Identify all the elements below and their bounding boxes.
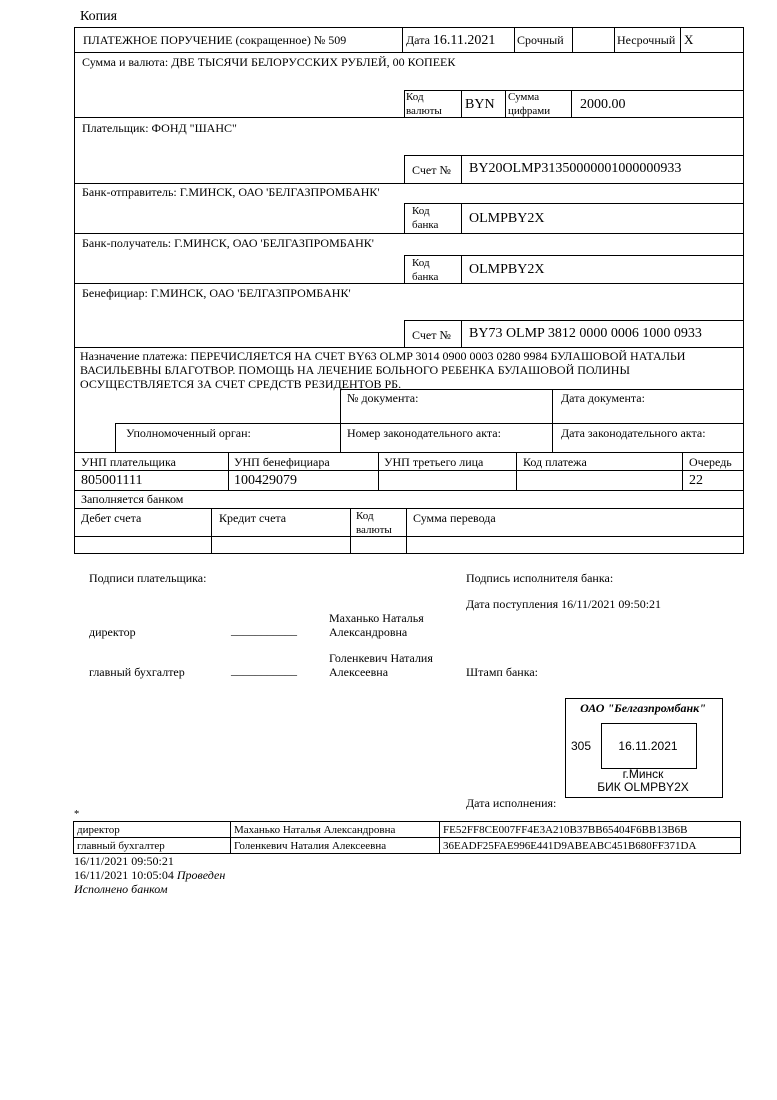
- currency-code-label-line2: валюты: [406, 105, 442, 117]
- date-value: 16.11.2021: [432, 33, 496, 48]
- sig-name: Маханько Наталья Александровна: [231, 822, 440, 838]
- sender-bank-label: Банк-отправитель:: [82, 185, 177, 199]
- payer-account-label: Счет №: [412, 163, 451, 177]
- form-title-text: ПЛАТЕЖНОЕ ПОРУЧЕНИЕ (сокращенное) №: [83, 33, 326, 47]
- receiver-bank-code-label-line1: Код: [412, 257, 430, 269]
- currency-code-label-line1: Код: [406, 91, 424, 103]
- act-date-label: Дата законодательного акта:: [561, 426, 706, 440]
- footer-line-2: [74, 868, 225, 883]
- purpose-text-3: ОСУЩЕСТВЛЯЕТСЯ ЗА СЧЕТ СРЕДСТВ РЕЗИДЕНТОВ РБ.: [80, 377, 402, 391]
- director-label: директор: [89, 625, 136, 639]
- accountant-name-line1: Голенкевич Наталия: [329, 651, 433, 665]
- queue-label: Очередь: [689, 455, 732, 469]
- director-sign-line: ___________: [231, 623, 297, 637]
- credit-label: Кредит счета: [219, 511, 287, 525]
- third-unp-label: УНП третьего лица: [384, 455, 484, 469]
- amount-words: ДВЕ ТЫСЯЧИ БЕЛОРУССКИХ РУБЛЕЙ, 00 КОПЕЕК: [171, 55, 456, 69]
- nonurgent-mark: X: [684, 32, 694, 47]
- accountant-sign-line: ___________: [231, 663, 297, 677]
- amount-digits-label-line2: цифрами: [508, 105, 551, 117]
- pay-code-label: Код платежа: [523, 455, 587, 469]
- purpose-text-1: ПЕРЕЧИСЛЯЕТСЯ НА СЧЕТ BY63 OLMP 3014 0900 0003 0280 9984 БУЛАШОВОЙ НАТАЛЬИ: [190, 349, 686, 363]
- stamp-number: 305: [571, 739, 592, 753]
- amount-words-row: [82, 55, 455, 70]
- bank-currency-label-line1: Код: [356, 510, 374, 522]
- receipt-date: Дата поступления 16/11/2021 09:50:21: [466, 597, 662, 611]
- amount-digits-label-line1: Сумма: [508, 91, 540, 103]
- copy-label: Копия: [80, 9, 118, 24]
- benef-unp-label: УНП бенефициара: [234, 455, 330, 469]
- currency-value: BYN: [465, 97, 495, 112]
- table-row: [74, 838, 741, 854]
- urgent-label: Срочный: [517, 33, 564, 47]
- receiver-bank-code-label: [412, 258, 438, 283]
- sender-bank-name: Г.МИНСК, ОАО 'БЕЛГАЗПРОМБАНК': [179, 185, 380, 199]
- transfer-sum-label: Сумма перевода: [413, 511, 496, 525]
- sig-name: Голенкевич Наталия Алексеевна: [231, 838, 440, 854]
- sig-hash: FE52FF8CE007FF4E3A210B37BB65404F6BB13B6B: [440, 822, 741, 838]
- amount-digits-label: [508, 92, 550, 117]
- beneficiary-name: Г.МИНСК, ОАО 'БЕЛГАЗПРОМБАНК': [150, 286, 351, 300]
- amount-digits: 2000.00: [580, 97, 626, 112]
- director-name: [329, 611, 424, 639]
- form-title: [83, 33, 346, 48]
- doc-date-label: Дата документа:: [561, 391, 645, 405]
- sig-role: главный бухгалтер: [74, 838, 231, 854]
- footer-status: Проведен: [176, 868, 226, 882]
- signature-table: [73, 821, 741, 854]
- receiver-bank-code-label-line2: банка: [412, 271, 439, 283]
- beneficiary-row: [82, 286, 351, 301]
- purpose-block: [80, 349, 685, 391]
- payer-account: BY20OLMP31350000001000000933: [469, 161, 682, 176]
- sig-hash: 36EADF25FAE996E441D9ABEABC451B680FF371DA: [440, 838, 741, 854]
- stamp-label: Штамп банка:: [466, 665, 538, 679]
- payer-unp: 805001111: [81, 473, 143, 488]
- benef-unp: 100429079: [234, 473, 297, 488]
- date-field: [406, 33, 495, 49]
- payer-row: [82, 121, 237, 136]
- nonurgent-label: Несрочный: [617, 33, 676, 47]
- form-number: 509: [328, 33, 347, 47]
- purpose-line-1: [80, 349, 685, 363]
- sender-bank-code: OLMPBY2X: [469, 211, 545, 226]
- asterisk: *: [74, 809, 80, 820]
- accountant-name-line2: Алексеевна: [329, 665, 389, 679]
- accountant-name: [329, 651, 433, 679]
- director-name-line2: Александровна: [329, 625, 408, 639]
- beneficiary-account-label: Счет №: [412, 328, 451, 342]
- receiver-bank-name: Г.МИНСК, ОАО 'БЕЛГАЗПРОМБАНК': [174, 236, 374, 250]
- footer-line-3: Исполнено банком: [74, 882, 168, 896]
- bank-currency-label-line2: валюты: [356, 524, 392, 536]
- stamp-bank-name: ОАО "Белгазпромбанк": [580, 701, 706, 715]
- bank-currency-label: [356, 511, 392, 536]
- purpose-label: Назначение платежа:: [80, 349, 188, 363]
- stamp-date: 16.11.2021: [618, 739, 678, 753]
- execution-date-label: Дата исполнения:: [466, 796, 557, 810]
- debit-label: Дебет счета: [81, 511, 142, 525]
- currency-code-label: [406, 92, 442, 117]
- footer-time: 16/11/2021 10:05:04: [74, 868, 174, 882]
- queue-value: 22: [689, 473, 703, 488]
- payer-name: ФОНД "ШАНС": [151, 121, 237, 135]
- act-number-label: Номер законодательного акта:: [347, 426, 501, 440]
- beneficiary-account: BY73 OLMP 3812 0000 0006 1000 0933: [469, 326, 702, 341]
- amount-words-label: Сумма и валюта:: [82, 55, 169, 69]
- sender-bank-code-label-line1: Код: [412, 205, 430, 217]
- stamp-city: г.Минск: [622, 767, 664, 781]
- director-name-line1: Маханько Наталья: [329, 611, 424, 625]
- receiver-bank-label: Банк-получатель:: [82, 236, 172, 250]
- payer-label: Плательщик:: [82, 121, 149, 135]
- bank-sign-label: Подпись исполнителя банка:: [466, 571, 614, 585]
- sender-bank-row: [82, 185, 380, 200]
- payer-unp-label: УНП плательщика: [81, 455, 176, 469]
- date-label: Дата: [406, 33, 430, 47]
- doc-number-label: № документа:: [347, 391, 419, 405]
- sig-role: директор: [74, 822, 231, 838]
- receiver-bank-row: [82, 236, 374, 251]
- bank-fill-label: Заполняется банком: [81, 492, 184, 506]
- sender-bank-code-label-line2: банка: [412, 219, 439, 231]
- purpose-text-2: ВАСИЛЬЕВНЫ БЛАГОТВОР. ПОМОЩЬ НА ЛЕЧЕНИЕ БОЛЬНОГО РЕБЕНКА БУЛАШОВОЙ ПОЛИНЫ: [80, 363, 630, 377]
- payer-sign-label: Подписи плательщика:: [89, 571, 207, 585]
- footer-line-1: 16/11/2021 09:50:21: [74, 854, 174, 868]
- authority-label: Уполномоченный орган:: [126, 426, 251, 440]
- receiver-bank-code: OLMPBY2X: [469, 262, 545, 277]
- beneficiary-label: Бенефициар:: [82, 286, 148, 300]
- stamp-bik: БИК OLMPBY2X: [597, 780, 689, 794]
- table-row: [74, 822, 741, 838]
- accountant-label: главный бухгалтер: [89, 665, 185, 679]
- sender-bank-code-label: [412, 206, 438, 231]
